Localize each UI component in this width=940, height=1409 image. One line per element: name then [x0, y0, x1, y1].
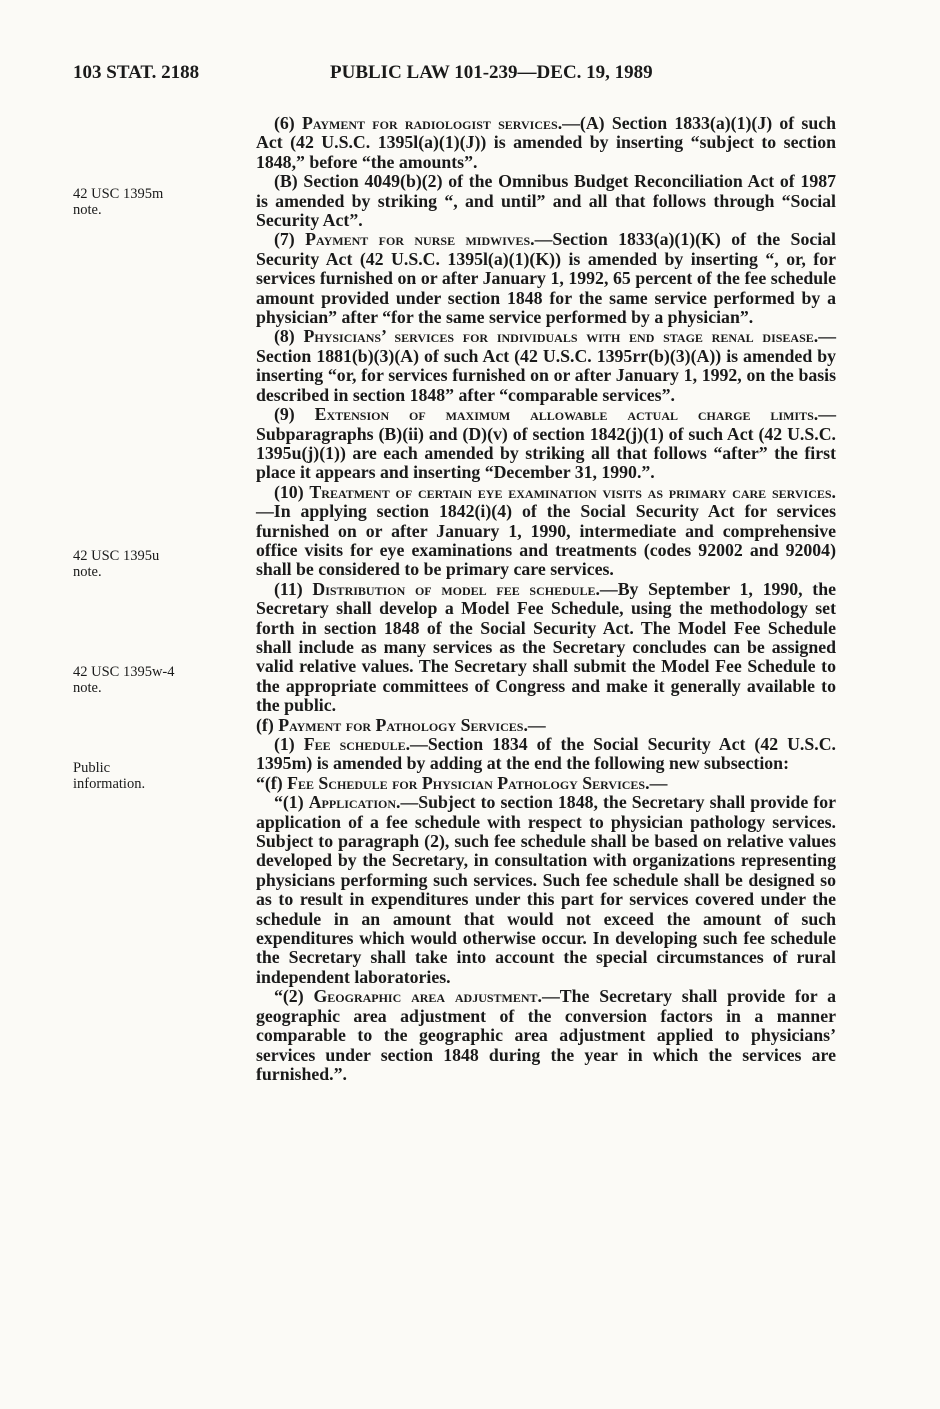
paragraph-6 — [256, 114, 836, 172]
paragraph-number: (10) — [274, 481, 304, 502]
paragraph-number: (1) — [274, 734, 295, 754]
paragraph-text: —The Secretary shall provide for a geographic area adjustment of the conversion factors in a manner comparable to the geographic area adjustment applied to physicians’ services under section 1848 during the year in which the services are furnished.”. — [256, 986, 836, 1084]
paragraph-heading: Payment for Pathology Services. — [278, 714, 528, 735]
paragraph-number: (9) — [274, 404, 295, 425]
paragraph-heading: Payment for nurse midwives. — [305, 229, 535, 250]
paragraph-number: “(f) — [256, 772, 283, 793]
margin-note-line: note. — [73, 680, 102, 696]
paragraph-heading: Treatment of certain eye examination visits as primary care services. — [309, 481, 836, 502]
paragraph-text: —Section 1834 of the Social Security Act (42 U.S.C. 1395m) is amended by adding at the end the following new subsection: — [256, 734, 837, 774]
paragraph-text: —Section 1833(a)(1)(K) of the Social Security Act (42 U.S.C. 1395l(a)(1)(K)) is amended by inserting “, or, for services furnished on or after January 1, 1992, 65 percent of the fee schedule amount provided under section 1848 for the same service performed by a physician” after “for the same service performed by a physician”. — [256, 229, 836, 328]
paragraph-9 — [256, 405, 836, 483]
paragraph-heading: Fee Schedule for Physician Pathology Services. — [287, 772, 650, 793]
margin-note-line: note. — [73, 202, 102, 218]
paragraph-number: (8) — [274, 326, 295, 347]
paragraph-heading: Physicians’ services for individuals with end stage renal disease. — [303, 326, 819, 347]
stat-page-number: 103 STAT. 2188 — [73, 62, 200, 83]
paragraph-heading: Fee schedule. — [303, 734, 411, 754]
paragraph-text: (B) Section 4049(b)(2) of the Omnibus Budget Reconciliation Act of 1987 is amended by striking “, and until” and all that follows through “Social Security Act”. — [256, 171, 836, 231]
paragraph-text: —Subject to section 1848, the Secretary shall provide for application of a fee schedule with respect to physician pathology services. Subject to paragraph (2), such fee schedule shall be based on relative values developed by the Secretary, in consultation with organizations representing physicians performing such services. Such fee schedule shall be designed so as to result in expenditures under this part for services covered under the schedule in an amount that would not exceed the amount of such expenditures which would otherwise occur. In developing such fee schedule the Secretary shall take into account the special circumstances of rural independent laboratories. — [256, 792, 836, 987]
paragraph-text: —By September 1, 1990, the Secretary shall develop a Model Fee Schedule, using the methodology set forth in section 1848 of the Social Security Act. The Model Fee Schedule shall include as many services as the Secretary concludes can be assigned valid relative values. The Secretary shall submit the Model Fee Schedule to the appropriate committees of Congress and make it generally available to the public. — [256, 578, 836, 716]
paragraph-number: “(2) — [274, 986, 304, 1007]
running-header — [73, 62, 773, 90]
paragraph-8 — [256, 327, 836, 405]
paragraph-10 — [256, 483, 836, 580]
margin-note-line: Public — [73, 760, 111, 776]
paragraph-dash: — — [527, 714, 546, 735]
margin-note-line: 42 USC 1395m — [73, 186, 164, 202]
margin-note-line: note. — [73, 564, 102, 580]
margin-note — [73, 186, 243, 218]
paragraph-heading: Application. — [308, 792, 401, 813]
paragraph-11 — [256, 580, 836, 716]
paragraph-7 — [256, 230, 836, 327]
paragraph-heading: Payment for radiologist services. — [301, 113, 563, 133]
paragraph-heading: Extension of maximum allowable actual charge limits. — [314, 404, 819, 425]
margin-note — [73, 664, 243, 696]
paragraph-dash: — — [649, 772, 668, 793]
margin-note-line: information. — [73, 776, 146, 792]
paragraph-number: (6) — [274, 113, 295, 133]
margin-note-line: 42 USC 1395u — [73, 548, 160, 564]
margin-note — [73, 760, 243, 792]
quoted-paragraph-1 — [256, 793, 836, 987]
quoted-paragraph-2 — [256, 987, 836, 1084]
paragraph-text: —Section 1881(b)(3)(A) of such Act (42 U.S.C. 1395rr(b)(3)(A)) is amended by inserting “or, for services furnished on or after January 1, 1992, on the basis described in section 1848” after “comparable services”. — [256, 326, 836, 405]
paragraph-f1 — [256, 735, 836, 774]
paragraph-6b — [256, 172, 836, 230]
paragraph-heading: Distribution of model fee schedule. — [312, 578, 600, 599]
paragraph-text: —Subparagraphs (B)(ii) and (D)(v) of section 1842(j)(1) of such Act (42 U.S.C. 1395u(j)(1)) are each amended by striking all that follows “after” the first place it appears and inserting “December 31, 1990.”. — [256, 404, 836, 483]
paragraph-text: —In applying section 1842(i)(4) of the Social Security Act for services furnished on or after January 1, 1990, intermediate and comprehensive office visits for eye examinations and treatments (codes 92002 and 92004) shall be considered to be primary care services. — [256, 501, 836, 580]
public-law-title: PUBLIC LAW 101-239—DEC. 19, 1989 — [330, 62, 653, 83]
paragraph-number: (f) — [256, 714, 274, 735]
margin-note-line: 42 USC 1395w-4 — [73, 664, 175, 680]
margin-note — [73, 548, 243, 580]
subsection-f — [256, 716, 836, 735]
paragraph-number: (7) — [274, 229, 295, 250]
paragraph-text: —(A) Section 1833(a)(1)(J) of such Act (42 U.S.C. 1395l(a)(1)(J)) is amended by inserting “subject to section 1848,” before “the amounts”. — [256, 113, 836, 172]
paragraph-number: (11) — [274, 578, 303, 599]
paragraph-heading: Geographic area adjustment. — [313, 986, 543, 1007]
quoted-subsection-f — [256, 774, 836, 793]
statute-body — [256, 114, 836, 1084]
paragraph-number: “(1) — [274, 792, 304, 813]
